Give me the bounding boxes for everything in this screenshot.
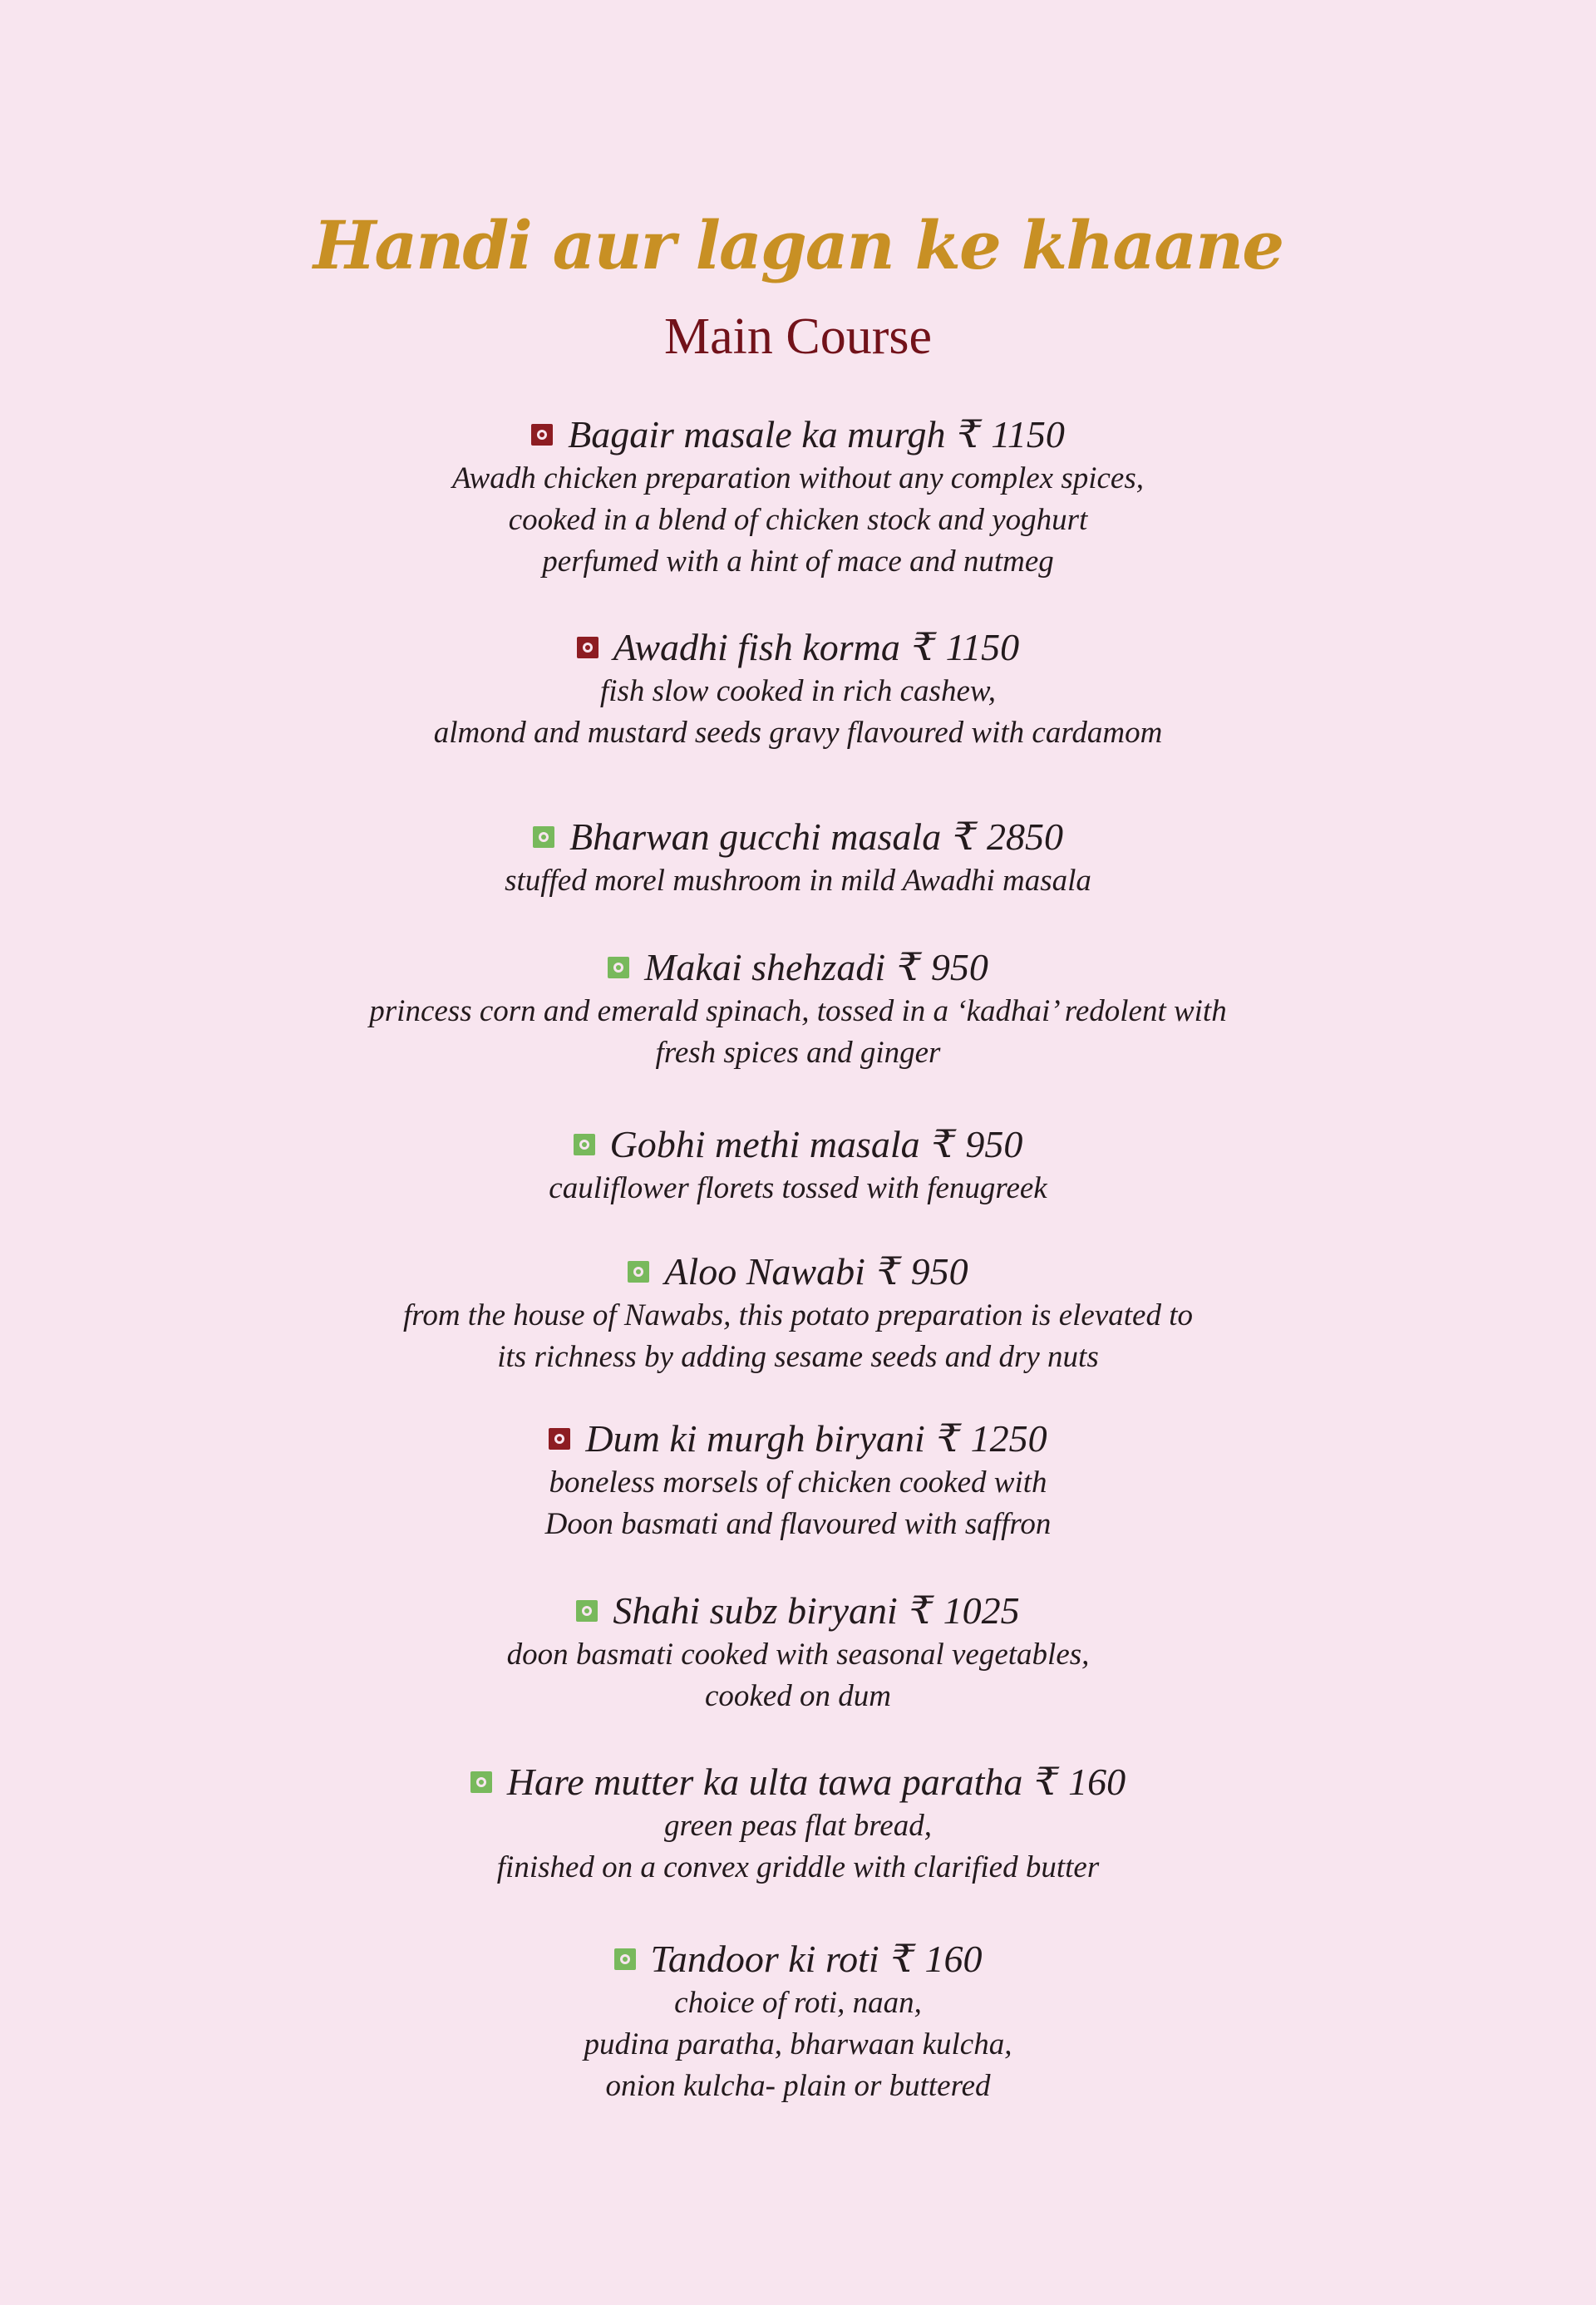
menu-item-price: ₹ 1250 (936, 1417, 1047, 1460)
menu-item-heading (0, 1249, 1596, 1295)
menu-item-description-line: boneless morsels of chicken cooked with (549, 1465, 1047, 1500)
menu-item-heading (0, 1416, 1596, 1462)
non-veg-marker-icon (577, 637, 598, 658)
menu-item (0, 411, 1596, 583)
menu-item-name: Shahi subz biryani (613, 1589, 898, 1632)
menu-item-description-line: stuffed morel mushroom in mild Awadhi masala (505, 864, 1091, 898)
menu-item (0, 1588, 1596, 1717)
menu-item-description-line: Awadh chicken preparation without any complex spices, (452, 461, 1144, 495)
menu-item (0, 814, 1596, 902)
menu-item-name: Aloo Nawabi (664, 1250, 865, 1293)
menu-item (0, 944, 1596, 1074)
menu-item-description-line: onion kulcha- plain or buttered (605, 2069, 991, 2103)
menu-item-name: Awadhi fish korma (613, 626, 900, 668)
menu-item-description-line: doon basmati cooked with seasonal vegetables, (506, 1638, 1090, 1672)
menu-item-price: ₹ 950 (931, 1123, 1023, 1165)
menu-item-description-line: princess corn and emerald spinach, tossed in a ‘kadhai’ redolent with (369, 994, 1227, 1028)
menu-item-description-line: cooked in a blend of chicken stock and yoghurt (508, 503, 1088, 537)
menu-item-description-line: Doon basmati and flavoured with saffron (544, 1507, 1052, 1541)
menu-item-heading (0, 1936, 1596, 1982)
menu-item-price: ₹ 950 (876, 1250, 968, 1293)
menu-item-heading (0, 624, 1596, 671)
menu-item-price: ₹ 160 (1034, 1761, 1126, 1803)
menu-item-name: Dum ki murgh biryani (585, 1417, 925, 1460)
menu-item-description-line: finished on a convex griddle with clarified butter (496, 1850, 1100, 1884)
menu-item-price: ₹ 950 (897, 946, 988, 988)
menu-item-description-line: cooked on dum (705, 1679, 891, 1713)
menu-item-description-line: its richness by adding sesame seeds and dry nuts (497, 1340, 1099, 1374)
menu-item-name: Gobhi methi masala (609, 1123, 920, 1165)
menu-item-name: Bagair masale ka murgh (568, 413, 946, 456)
menu-item-name: Bharwan gucchi masala (569, 815, 942, 858)
menu-item-heading (0, 814, 1596, 860)
menu-item-heading (0, 1121, 1596, 1168)
menu-item (0, 624, 1596, 754)
menu-item-heading (0, 944, 1596, 991)
menu-item (0, 1759, 1596, 1889)
menu-item-heading (0, 1588, 1596, 1634)
menu-item-description-line: fresh spices and ginger (655, 1036, 941, 1070)
veg-marker-icon (533, 826, 554, 848)
menu-item-price: ₹ 1150 (911, 626, 1020, 668)
menu-item-description-line: cauliflower florets tossed with fenugreek (549, 1171, 1047, 1205)
veg-marker-icon (628, 1261, 649, 1283)
veg-marker-icon (576, 1600, 598, 1622)
non-veg-marker-icon (531, 424, 553, 446)
menu-item-description-line: perfumed with a hint of mace and nutmeg (542, 544, 1054, 579)
menu-item-price: ₹ 160 (890, 1938, 983, 1980)
menu-item-heading (0, 1759, 1596, 1805)
menu-item-name: Hare mutter ka ulta tawa paratha (506, 1761, 1023, 1803)
veg-marker-icon (608, 957, 629, 978)
menu-item (0, 1121, 1596, 1209)
menu-item-heading (0, 411, 1596, 458)
menu-item-description-line: fish slow cooked in rich cashew, (599, 674, 997, 708)
menu-item-price: ₹ 1025 (909, 1589, 1020, 1632)
menu-item-description-line: pudina paratha, bharwaan kulcha, (584, 2027, 1012, 2061)
menu-item-name: Tandoor ki roti (650, 1938, 879, 1980)
menu-item-description-line: choice of roti, naan, (674, 1986, 922, 2020)
menu-item (0, 1249, 1596, 1378)
veg-marker-icon (574, 1134, 595, 1155)
course-title: Main Course (663, 308, 933, 365)
menu-item-description-line: almond and mustard seeds gravy flavoured with cardamom (433, 716, 1163, 750)
menu-item-description-line: from the house of Nawabs, this potato preparation is elevated to (403, 1298, 1193, 1332)
menu-item (0, 1936, 1596, 2107)
menu-item (0, 1416, 1596, 1545)
menu-item-price: ₹ 2850 (953, 815, 1063, 858)
menu-item-name: Makai shehzadi (644, 946, 886, 988)
veg-marker-icon (470, 1771, 492, 1793)
non-veg-marker-icon (549, 1428, 570, 1450)
menu-item-price: ₹ 1150 (957, 413, 1065, 456)
section-script-title: Handi aur lagan ke khaane (313, 206, 1283, 284)
menu-item-description-line: green peas flat bread, (664, 1809, 932, 1843)
veg-marker-icon (614, 1948, 636, 1970)
